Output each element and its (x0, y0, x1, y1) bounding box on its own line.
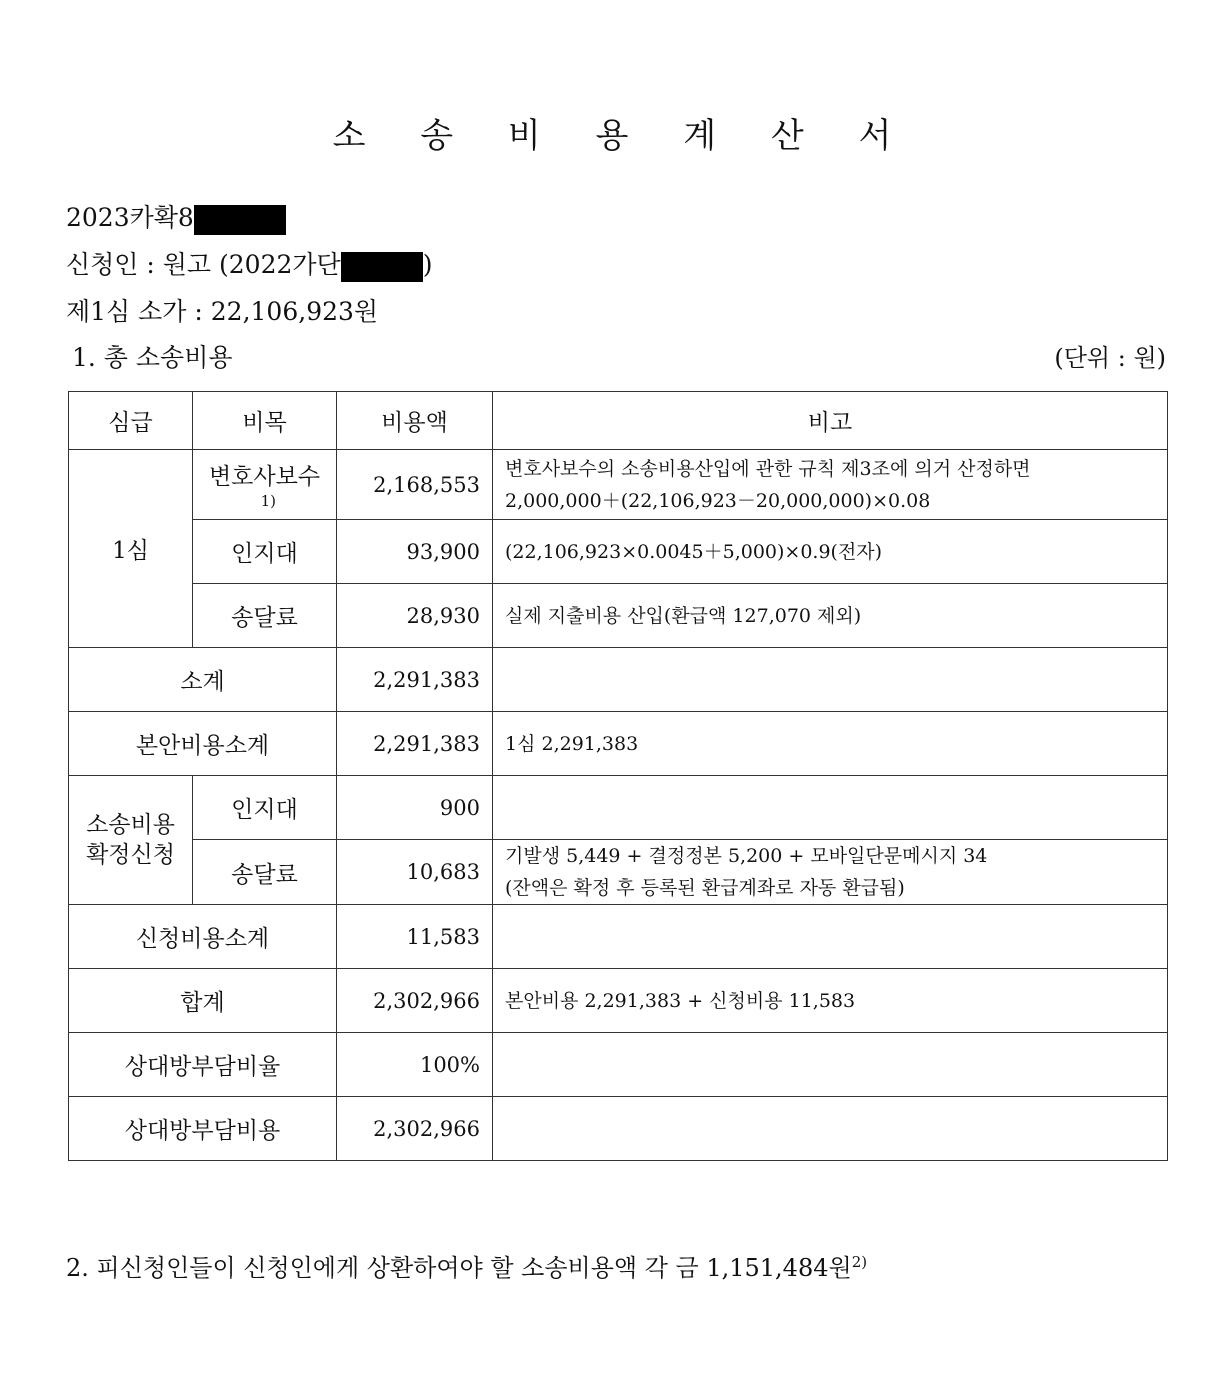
applicant-text: 신청인 : 원고 (2022가단 (66, 250, 341, 279)
remark-cell: 1심 2,291,383 (493, 712, 1168, 776)
table-row (69, 776, 1168, 840)
header-amount: 비용액 (337, 392, 493, 450)
table-row (69, 712, 1168, 776)
cost-table (68, 391, 1168, 1161)
remark-cell (493, 1033, 1168, 1097)
amount-cell: 2,302,966 (337, 969, 493, 1033)
amount-cell: 28,930 (337, 584, 493, 648)
item-service-fee: 송달료 (193, 840, 337, 905)
remark-cell: 본안비용 2,291,383 + 신청비용 11,583 (493, 969, 1168, 1033)
remark-line: 변호사보수의 소송비용산입에 관한 규칙 제3조에 의거 산정하면 (505, 457, 1031, 480)
table-row (69, 520, 1168, 584)
header-remark: 비고 (493, 392, 1168, 450)
level-first-instance: 1심 (69, 450, 193, 648)
amount-cell: 2,291,383 (337, 648, 493, 712)
item-service-fee: 송달료 (193, 584, 337, 648)
applicant-close: ) (422, 250, 433, 279)
remark-cell: (22,106,923×0.0045＋5,000)×0.9(전자) (493, 520, 1168, 584)
burden-ratio-label: 상대방부담비율 (69, 1033, 337, 1097)
application-subtotal-label: 신청비용소계 (69, 905, 337, 969)
table-row (69, 450, 1168, 520)
redaction-box (194, 205, 286, 235)
table-row (69, 648, 1168, 712)
amount-cell: 2,168,553 (337, 450, 493, 520)
footnote-marker: 1) (260, 491, 276, 510)
section2-summary (66, 1248, 867, 1283)
section1-title: 1. 총 소송비용 (72, 343, 233, 372)
remark-cell (493, 450, 1168, 520)
remark-line: 2,000,000＋(22,106,923－20,000,000)×0.08 (505, 489, 931, 512)
amount-cell: 2,302,966 (337, 1097, 493, 1161)
level-label-line: 소송비용 (86, 812, 175, 838)
remark-cell (493, 648, 1168, 712)
remark-cell: 실제 지출비용 산입(환급액 127,070 제외) (493, 584, 1168, 648)
remark-cell (493, 905, 1168, 969)
header-item: 비목 (193, 392, 337, 450)
subtotal-label: 소계 (69, 648, 337, 712)
header-level: 심급 (69, 392, 193, 450)
main-subtotal-label: 본안비용소계 (69, 712, 337, 776)
table-row (69, 905, 1168, 969)
table-row (69, 1033, 1168, 1097)
document-title: 소 송 비 용 계 산 서 (332, 116, 914, 156)
item-stamp-fee: 인지대 (193, 776, 337, 840)
amount-cell: 100% (337, 1033, 493, 1097)
remark-line: (잔액은 확정 후 등록된 환급계좌로 자동 환급됨) (505, 877, 905, 899)
unit-note: (단위 : 원) (1054, 344, 1166, 372)
level-application (69, 776, 193, 905)
remark-line: 기발생 5,449 + 결정정본 5,200 + 모바일단문메시지 34 (505, 845, 988, 867)
first-instance-value: 제1심 소가 : 22,106,923원 (66, 297, 379, 326)
item-stamp-fee: 인지대 (193, 520, 337, 584)
burden-cost-label: 상대방부담비용 (69, 1097, 337, 1161)
table-row (69, 969, 1168, 1033)
remark-cell (493, 840, 1168, 905)
case-number: 2023카확8 (66, 203, 194, 232)
remark-cell (493, 776, 1168, 840)
amount-cell: 93,900 (337, 520, 493, 584)
item-lawyer-fee (193, 450, 337, 520)
applicant-line (66, 245, 432, 282)
table-row (69, 840, 1168, 905)
table-header-row (69, 392, 1168, 450)
table-row (69, 584, 1168, 648)
amount-cell: 900 (337, 776, 493, 840)
level-label-line: 확정신청 (86, 842, 175, 868)
total-label: 합계 (69, 969, 337, 1033)
amount-cell: 11,583 (337, 905, 493, 969)
redaction-box (341, 252, 423, 282)
item-label: 변호사보수 (208, 463, 321, 490)
case-number-line (66, 198, 286, 235)
amount-cell: 10,683 (337, 840, 493, 905)
footnote-marker: 2) (851, 1253, 868, 1271)
section2-text: 2. 피신청인들이 신청인에게 상환하여야 할 소송비용액 각 금 1,151,484원 (66, 1254, 852, 1282)
table-row (69, 1097, 1168, 1161)
remark-cell (493, 1097, 1168, 1161)
amount-cell: 2,291,383 (337, 712, 493, 776)
